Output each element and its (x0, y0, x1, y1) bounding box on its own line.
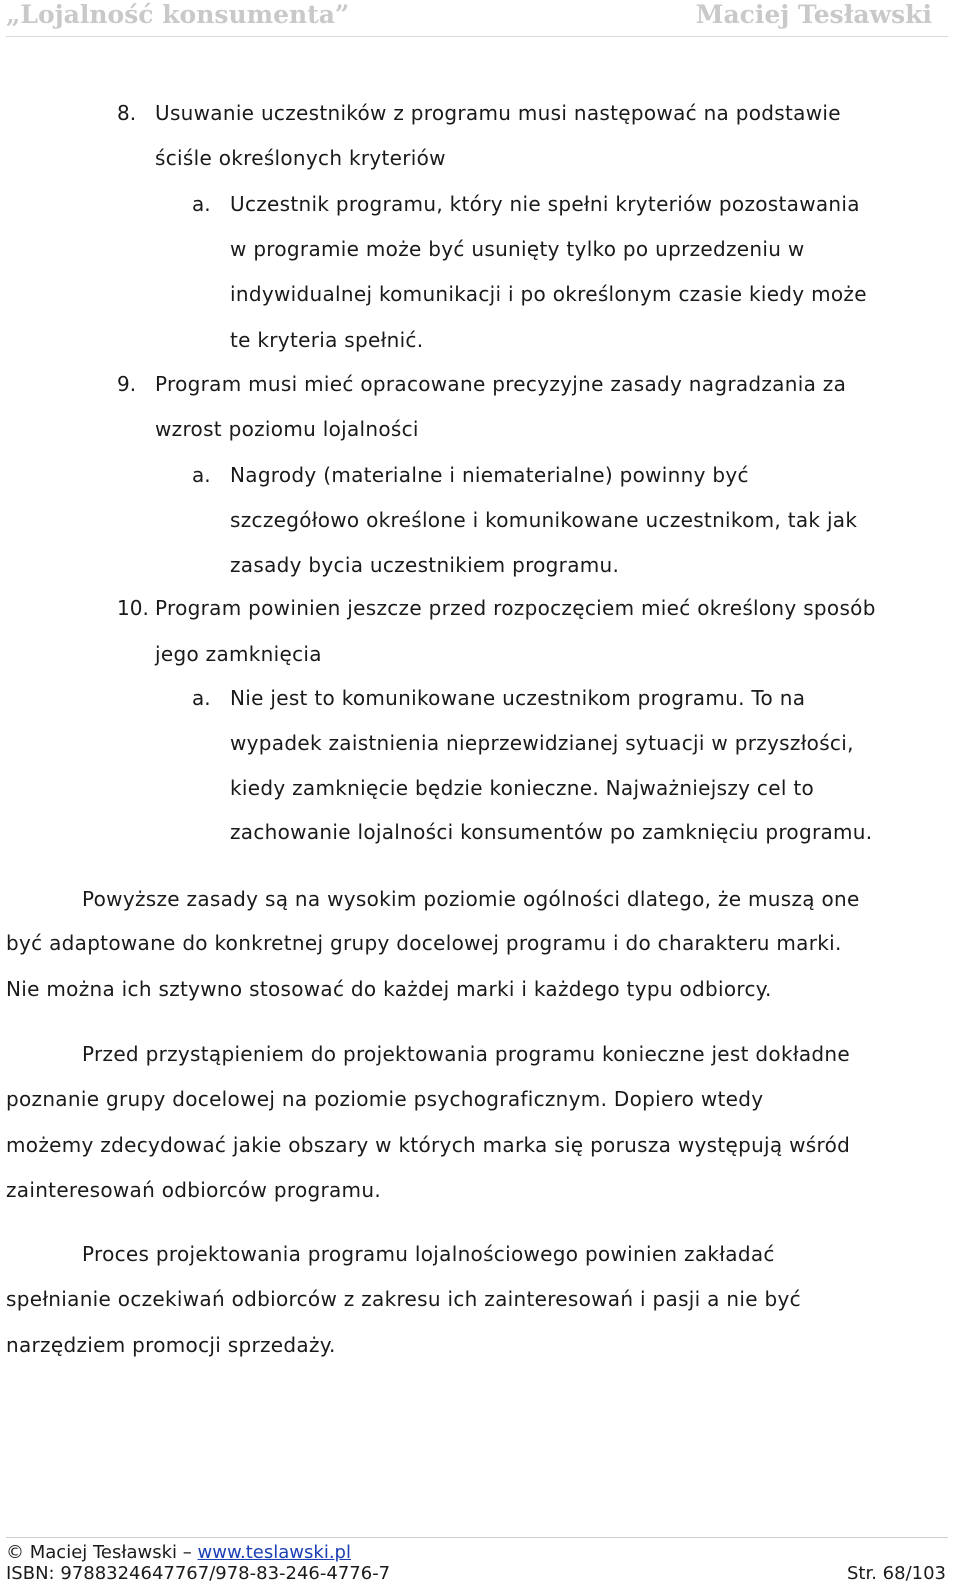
paragraph-2-line-1: Przed przystąpieniem do projektowania programu konieczne jest dokładne (82, 1042, 850, 1066)
paragraph-3-line-1: Proces projektowania programu lojalnościowego powinien zakładać (82, 1242, 775, 1266)
header-title: „Lojalność konsumenta” (6, 0, 350, 29)
list-item-8a-letter: a. (192, 192, 211, 216)
list-item-9a-line-3: zasady bycia uczestnikiem programu. (230, 553, 620, 577)
list-item-8-line-1: Usuwanie uczestników z programu musi następować na podstawie (155, 101, 841, 125)
list-item-10-line-2: jego zamknięcia (155, 642, 322, 666)
list-item-10a-line-1: Nie jest to komunikowane uczestnikom programu. To na (230, 686, 806, 710)
footer-page-number: Str. 68/103 (847, 1563, 946, 1584)
list-item-10a-letter: a. (192, 686, 211, 710)
paragraph-1-line-1: Powyższe zasady są na wysokim poziomie ogólności dlatego, że muszą one (82, 887, 860, 911)
paragraph-2-line-2: poznanie grupy docelowej na poziomie psychograficznym. Dopiero wtedy (6, 1087, 764, 1111)
paragraph-2-line-4: zainteresowań odbiorców programu. (6, 1178, 381, 1202)
paragraph-1-line-2: być adaptowane do konkretnej grupy docelowej programu i do charakteru marki. (6, 931, 842, 955)
paragraph-3-line-2: spełnianie oczekiwań odbiorców z zakresu ich zainteresowań i pasji a nie być (6, 1287, 801, 1311)
copyright-icon: © (6, 1542, 24, 1563)
list-item-9a-line-2: szczegółowo określone i komunikowane uczestnikom, tak jak (230, 508, 858, 532)
list-item-10a-line-4: zachowanie lojalności konsumentów po zamknięciu programu. (230, 820, 873, 844)
paragraph-1-line-3: Nie można ich sztywno stosować do każdej marki i każdego typu odbiorcy. (6, 977, 772, 1001)
list-item-9a-line-1: Nagrody (materialne i niematerialne) powinny być (230, 463, 749, 487)
header-author: Maciej Tesławski (695, 0, 932, 29)
footer-website-link[interactable]: www.teslawski.pl (197, 1542, 351, 1563)
list-item-10a-line-2: wypadek zaistnienia nieprzewidzianej sytuacji w przyszłości, (230, 731, 854, 755)
list-item-8a-line-4: te kryteria spełnić. (230, 328, 424, 352)
page-header (0, 0, 960, 36)
footer-copyright (6, 1542, 351, 1563)
list-item-10a-line-3: kiedy zamknięcie będzie konieczne. Najważniejszy cel to (230, 776, 815, 800)
footer-isbn: ISBN: 9788324647767/978-83-246-4776-7 (6, 1563, 391, 1584)
footer-divider (6, 1537, 948, 1538)
header-divider (6, 36, 948, 37)
list-item-10-number: 10. (117, 596, 149, 620)
paragraph-3-line-3: narzędziem promocji sprzedaży. (6, 1333, 336, 1357)
list-item-8a-line-3: indywidualnej komunikacji i po określonym czasie kiedy może (230, 282, 867, 306)
paragraph-2-line-3: możemy zdecydować jakie obszary w których marka się porusza występują wśród (6, 1133, 851, 1157)
list-item-9-line-1: Program musi mieć opracowane precyzyjne zasady nagradzania za (155, 372, 847, 396)
list-item-9a-letter: a. (192, 463, 211, 487)
list-item-8-line-2: ściśle określonych kryteriów (155, 146, 446, 170)
list-item-10-line-1: Program powinien jeszcze przed rozpoczęciem mieć określony sposób (155, 596, 876, 620)
list-item-9-line-2: wzrost poziomu lojalności (155, 417, 419, 441)
footer-author: Maciej Tesławski – (29, 1542, 192, 1563)
list-item-8a-line-1: Uczestnik programu, który nie spełni kryteriów pozostawania (230, 192, 860, 216)
list-item-8-number: 8. (117, 101, 137, 125)
list-item-8a-line-2: w programie może być usunięty tylko po uprzedzeniu w (230, 237, 805, 261)
list-item-9-number: 9. (117, 372, 137, 396)
